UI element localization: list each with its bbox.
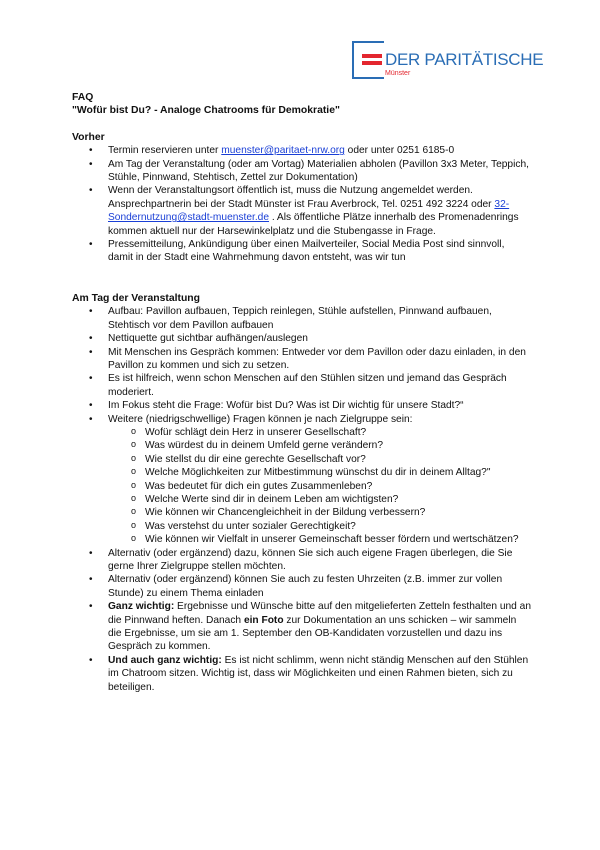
item-text: Mit Menschen ins Gespräch kommen: Entweder vor dem Pavillon oder dazu einladen, in den Pavillon zu kommen und sich zu setzen. — [108, 346, 526, 371]
list-item — [72, 144, 532, 157]
item-text: Ergebnisse und Wünsche bitte auf den mitgelieferten Zetteln festhalten und an die Pinnwand heften. Danach — [108, 601, 532, 626]
logo-bar-icon — [362, 54, 382, 58]
item-text: Im Fokus steht die Frage: Wofür bist Du? Was ist Dir wichtig für unsere Stadt?“ — [108, 400, 464, 412]
list-item — [72, 547, 532, 574]
list-item — [72, 158, 532, 185]
item-text: Nettiquette gut sichtbar aufhängen/auslegen — [108, 333, 308, 345]
document-body — [72, 91, 532, 694]
list-item — [72, 600, 532, 654]
item-text: Termin reservieren unter — [108, 145, 222, 157]
section-heading-vorher: Vorher — [72, 131, 105, 143]
emphasis-text: ein Foto — [243, 614, 284, 626]
item-text: . Als öffentliche Plätze innerhalb des Promenadenrings kommen aktuell nur der Harsewinkelplatz und die Stubengasse in Frage. — [108, 212, 519, 237]
sub-list-item: o Wie können wir Chancengleichheit in der Bildung verbessern? — [72, 506, 532, 519]
logo-bar-icon — [362, 61, 382, 65]
item-text: oder unter 0251 6185-0 — [344, 145, 455, 157]
list-item — [72, 573, 532, 600]
paritaetische-logo — [352, 41, 544, 81]
vorher-list — [72, 144, 532, 265]
list-item — [72, 305, 532, 332]
logo-city: Münster — [385, 70, 411, 77]
item-text: Wenn der Veranstaltungsort öffentlich ist, muss die Nutzung angemeldet werden. Ansprechpartnerin bei der Stadt Münster ist Frau Averbrock, Tel. 0251 492 3224 oder — [108, 185, 495, 210]
item-text: Am Tag der Veranstaltung (oder am Vortag) Materialien abholen (Pavillon 3x3 Meter, Teppich, Stühle, Pinnwand, Stehtisch, Zettel zur Dokumentation) — [108, 158, 529, 184]
section-heading-am-tag: Am Tag der Veranstaltung — [72, 292, 200, 304]
sub-list-item: o Was bedeutet für dich ein gutes Zusammenleben? — [72, 480, 532, 493]
am-tag-list — [72, 305, 532, 694]
list-item — [72, 399, 532, 412]
sub-list-item: o Was würdest du in deinem Umfeld gerne verändern? — [72, 439, 532, 452]
list-item — [72, 413, 532, 426]
list-item — [72, 372, 532, 399]
logo-frame-icon — [352, 41, 384, 79]
email-link-paritaet[interactable]: muenster@paritaet-nrw.org — [221, 145, 345, 157]
email-link-stadt[interactable]: 32-Sondernutzung@stadt-muenster.de — [108, 198, 510, 224]
item-text: Alternativ (oder ergänzend) dazu, können Sie sich auch eigene Fragen überlegen, die Sie gerne Ihrer Zielgruppe stellen möchten. — [108, 547, 513, 572]
item-text: Aufbau: Pavillon aufbauen, Teppich reinlegen, Stühle aufstellen, Pinnwand aufbauen, Stehtisch vor dem Pavillon aufbauen — [108, 306, 492, 331]
emphasis-label: Ganz wichtig: — [108, 601, 175, 613]
item-text: Weitere (niedrigschwellige) Fragen können je nach Zielgruppe sein: — [108, 413, 413, 425]
emphasis-label: Und auch ganz wichtig: — [108, 654, 222, 666]
item-text: Pressemitteilung, Ankündigung über einen Mailverteiler, Social Media Post sind sinnvoll, damit in der Stadt eine Wahrnehmung davon entsteht, was wir tun — [108, 239, 505, 264]
list-item — [72, 654, 532, 694]
sub-list-item: o Wie stellst du dir eine gerechte Gesellschaft vor? — [72, 453, 532, 466]
sub-list-item: o Wie können wir Vielfalt in unserer Gemeinschaft besser fördern und wertschätzen? — [72, 533, 532, 546]
list-item — [72, 346, 532, 373]
doc-label: FAQ — [72, 92, 94, 103]
list-item — [72, 184, 532, 238]
item-text: Es ist hilfreich, wenn schon Menschen auf den Stühlen sitzen und jemand das Gespräch moderiert. — [108, 373, 507, 398]
sub-list-item: o Was verstehst du unter sozialer Gerechtigkeit? — [72, 520, 532, 533]
sub-list-item: o Welche Möglichkeiten zur Mitbestimmung wünschst du dir in deinem Alltag?" — [72, 466, 532, 479]
list-item — [72, 238, 532, 265]
item-text: zur Dokumentation an uns schicken – wir sammeln die Ergebnisse, um sie am 1. September den OB-Kandidaten vorzustellen und dazu ins Gespräch zu kommen. — [108, 614, 517, 653]
list-item — [72, 332, 532, 345]
logo-name: DER PARITÄTISCHE — [385, 50, 544, 69]
sub-list-item: o Wofür schlägt dein Herz in unserer Gesellschaft? — [72, 426, 532, 439]
sub-list-item: o Welche Werte sind dir in deinem Leben am wichtigsten? — [72, 493, 532, 506]
item-text: Alternativ (oder ergänzend) können Sie auch zu festen Uhrzeiten (z.B. immer zur vollen Stunde) zu einem Thema einladen — [108, 574, 503, 599]
item-text: Es ist nicht schlimm, wenn nicht ständig Menschen auf den Stühlen im Chatroom sitzen. Wichtig ist, dass wir Möglichkeiten und einen Rahmen bieten, sich zu beteiligen. — [108, 654, 529, 693]
doc-title: "Wofür bist Du? - Analoge Chatrooms für Demokratie" — [72, 105, 340, 117]
